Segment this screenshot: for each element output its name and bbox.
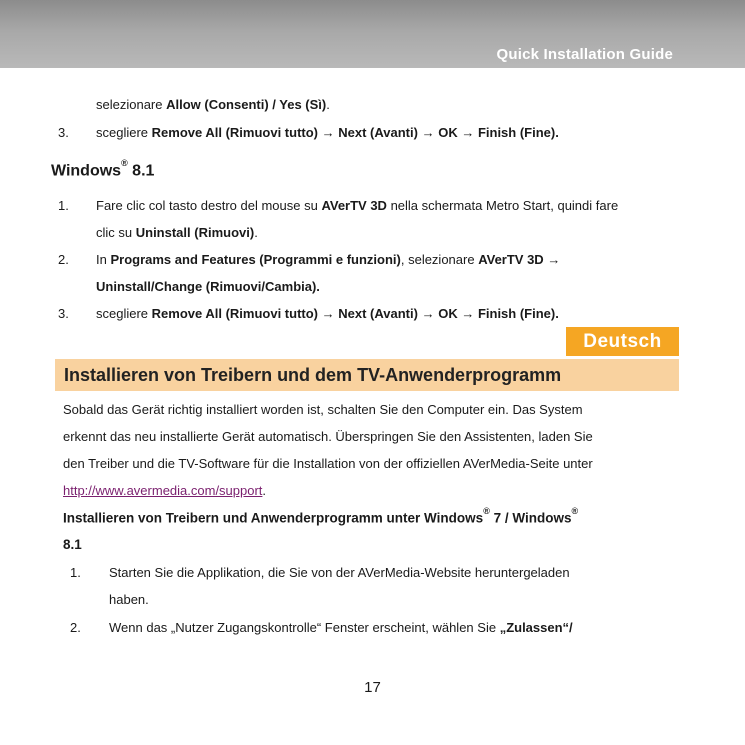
step3-top-line	[96, 125, 559, 141]
step3-top-b3: OK	[438, 125, 458, 140]
item1-bold: AVerTV 3D	[321, 198, 387, 213]
german-step1-line2: haben.	[109, 592, 149, 607]
windows-heading-version: 8.1	[127, 162, 155, 180]
german-step1-line1: Starten Sie die Applikation, die Sie von der AVerMedia-Website heruntergeladen	[109, 565, 570, 580]
step-number: 3.	[58, 306, 69, 321]
windows-heading	[51, 158, 155, 180]
arrow-icon: →	[421, 125, 435, 140]
step3-top-b2: Next (Avanti)	[338, 125, 418, 140]
item1-line2-prefix: clic su	[96, 225, 136, 240]
item1-line1	[96, 198, 618, 214]
item2-line2-bold: Uninstall/Change (Rimuovi/Cambia).	[96, 279, 320, 294]
step3-top-b4: Finish (Fine).	[477, 125, 559, 140]
step-number: 2.	[70, 620, 81, 635]
item3-line	[96, 306, 559, 322]
item1-line2-suffix: .	[254, 225, 258, 240]
windows-heading-name: Windows	[51, 162, 122, 180]
page-number: 17	[364, 679, 381, 696]
intro-line-3: den Treiber und die TV-Software für die Installation von der offiziellen AVerMedia-Seite unter	[63, 456, 593, 471]
arrow-icon: →	[321, 125, 335, 140]
section-title-bar	[55, 359, 679, 391]
continuation-prefix: selezionare	[96, 97, 167, 112]
continuation-suffix: .	[326, 97, 330, 112]
german-step2-text: Wenn das „Nutzer Zugangskontrolle“ Fenster erscheint, wählen Sie	[109, 620, 500, 635]
arrow-icon: →	[547, 252, 561, 267]
support-link-suffix: .	[262, 483, 267, 498]
item3-b4: Finish (Fine).	[477, 306, 559, 321]
german-step2-line1	[109, 620, 573, 636]
language-tab: Deutsch	[566, 327, 679, 356]
arrow-icon: →	[321, 306, 335, 321]
item1-suffix: nella schermata Metro Start, quindi fare	[386, 198, 619, 213]
subheading-reg: ®	[483, 506, 490, 516]
german-subheading-line2: 8.1	[63, 537, 82, 552]
item3-b2: Next (Avanti)	[338, 306, 418, 321]
german-subheading	[63, 506, 579, 526]
arrow-icon: →	[461, 125, 475, 140]
subheading-reg-2: ®	[571, 506, 579, 516]
intro-line-2: erkennt das neu installierte Gerät automatisch. Überspringen Sie den Assistenten, laden Sie	[63, 429, 593, 444]
item2-bold: Programs and Features (Programmi e funzioni)	[110, 252, 401, 267]
step-number: 1.	[70, 565, 81, 580]
section-title: Installieren von Treibern und dem TV-Anwenderprogramm	[64, 365, 562, 385]
continuation-bold: Allow (Consenti) / Yes (Sì)	[166, 97, 327, 112]
arrow-icon: →	[461, 306, 475, 321]
item1-prefix: Fare clic col tasto destro del mouse su	[96, 198, 322, 213]
item3-prefix: scegliere	[96, 306, 152, 321]
item2-prefix: In	[96, 252, 111, 267]
step3-top-b1: Remove All (Rimuovi tutto)	[151, 125, 318, 140]
continuation-line	[96, 97, 330, 113]
step3-top-prefix: scegliere	[96, 125, 152, 140]
intro-line-1: Sobald das Gerät richtig installiert worden ist, schalten Sie den Computer ein. Das System	[63, 402, 583, 417]
german-step2-bold: „Zulassen“/	[499, 620, 573, 635]
subheading-text1: Installieren von Treibern und Anwenderprogramm unter Windows	[63, 510, 484, 526]
item1-line2-bold: Uninstall (Rimuovi)	[135, 225, 255, 240]
item1-line2	[96, 225, 258, 241]
item3-b1: Remove All (Rimuovi tutto)	[151, 306, 318, 321]
item2-mid: , selezionare	[400, 252, 479, 267]
item2-line1	[96, 252, 560, 268]
step-number: 1.	[58, 198, 69, 213]
header-title: Quick Installation Guide	[496, 46, 673, 63]
step-number: 3.	[58, 125, 69, 140]
subheading-text2: 7 / Windows	[489, 510, 572, 526]
item2-line2	[96, 279, 320, 295]
step-number: 2.	[58, 252, 69, 267]
support-link[interactable]: http://www.avermedia.com/support	[63, 483, 263, 498]
item3-b3: OK	[438, 306, 458, 321]
support-link-line	[63, 483, 266, 499]
arrow-icon: →	[421, 306, 435, 321]
item2-bold2: AVerTV 3D	[478, 252, 544, 267]
windows-heading-reg: ®	[121, 158, 128, 168]
